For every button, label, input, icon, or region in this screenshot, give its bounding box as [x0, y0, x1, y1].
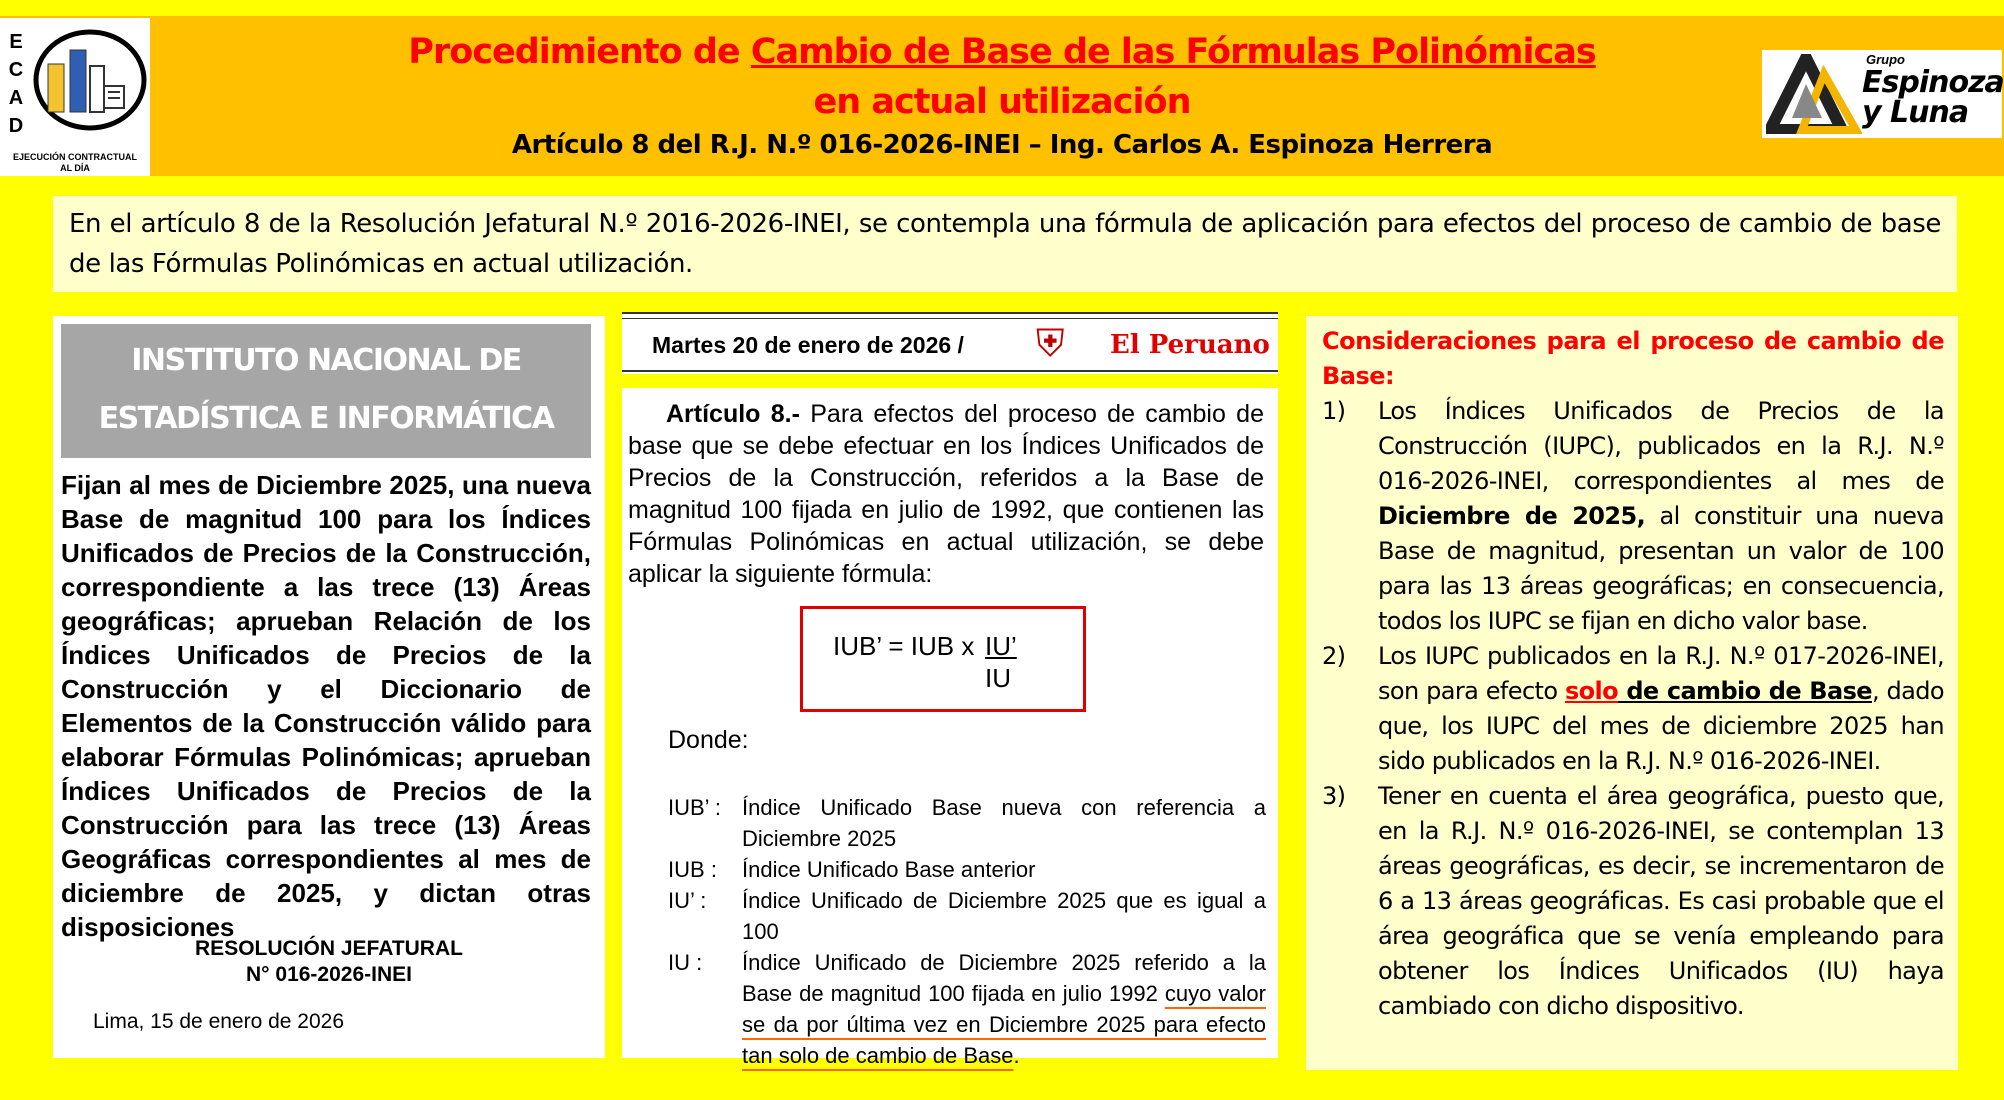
- title-underlined: Cambio de Base de las Fórmulas Polinómicas: [750, 32, 1596, 72]
- bold-underlined-phrase: de cambio de Base: [1618, 677, 1872, 705]
- formula-denominator: IU: [985, 663, 1011, 693]
- formula-main: IUB’ = IUB x: [833, 631, 975, 661]
- list-item: [1322, 779, 1944, 1024]
- logo-name-line1: Espinoza: [1862, 65, 2004, 100]
- considerations-list: [1322, 394, 1944, 1024]
- definition-row: [668, 947, 1266, 1071]
- resolucion-line1: RESOLUCIÓN JEFATURAL: [195, 937, 463, 960]
- ecad-letter-d: D: [8, 115, 24, 137]
- header-rule: [622, 318, 1278, 319]
- inei-band-line2: ESTADÍSTICA E INFORMÁTICA: [98, 401, 554, 436]
- formula-box: [800, 606, 1086, 712]
- espinoza-luna-logo: [1762, 50, 2002, 138]
- triangle-logo-icon: [1766, 54, 1862, 134]
- article-text: [628, 398, 1264, 590]
- resolucion-line2: N° 016-2026-INEI: [246, 963, 412, 986]
- el-peruano-header: [622, 312, 1278, 374]
- article-lead: Artículo 8.-: [666, 400, 800, 428]
- definition-text: Índice Unificado de Diciembre 2025 que es igual a 100: [742, 888, 1266, 944]
- header-rule: [622, 370, 1278, 372]
- considerations-panel: [1306, 316, 1958, 1070]
- page-subtitle: Artículo 8 del R.J. N.º 016-2026-INEI – Ing. Carlos A. Espinoza Herrera: [511, 130, 1493, 160]
- inei-panel: [53, 316, 605, 1058]
- newspaper-name: El Peruano: [1110, 330, 1270, 360]
- definition-text: Índice Unificado Base nueva con referencia a Diciembre 2025: [742, 795, 1266, 851]
- logo-name-line2: y Luna: [1862, 95, 1969, 130]
- definition-row: [668, 854, 1266, 885]
- donde-label: Donde:: [668, 726, 749, 754]
- item-text: Tener en cuenta el área geográfica, puesto que, en la R.J. N.º 016-2026-INEI, se contemplan 13 áreas geográficas, es decir, se incrementaron de 6 a 13 áreas geográficas. Es casi probable que el área geográfica que se venía empleando para obtener los Índices Unificados (IU) haya cambiado con dicho dispositivo.: [1378, 782, 1944, 1020]
- header-rule: [622, 312, 1278, 314]
- item-number: 2): [1322, 642, 1346, 670]
- inei-summary: Fijan al mes de Diciembre 2025, una nueva Base de magnitud 100 para los Índices Unificados de Precios de la Construcción, correspondiente a las trece (13) Áreas geográficas; aprueban Relación de los Índices Unificados de Precios de la Construcción y el Diccionario de Elementos de la Construcción válido para elaborar Fórmulas Polinómicas; aprueban Índices Unificados de Precios de la Construcción para las trece (13) Áreas Geográficas correspondientes al mes de diciembre de 2025, y dictan otras disposiciones: [61, 470, 591, 942]
- resolucion-title: [53, 936, 605, 988]
- logo-grupo-text: Grupo: [1866, 52, 1905, 67]
- item-number: 3): [1322, 782, 1346, 810]
- coat-of-arms-icon: ⛨: [1036, 323, 1065, 365]
- item-text: Los Índices Unificados de Precios de la Construcción (IUPC), publicados en la R.J. N.º 016-2026-INEI, correspondientes al mes de Diciembre de 2025, al constituir una nueva Base de magnitud, presentan un valor de 100 para las 13 áreas geográficas; en consecuencia, todos los IUPC se fijan en dicho valor base.: [1378, 397, 1944, 635]
- resolucion-date: Lima, 15 de enero de 2026: [93, 1010, 345, 1033]
- definition-symbol: IUB :: [668, 857, 717, 882]
- considerations-heading: Consideraciones para el proceso de cambio de Base:: [1322, 327, 1944, 390]
- definition-symbol: IU’ :: [668, 888, 707, 913]
- ecad-letter-a: A: [8, 87, 24, 109]
- list-item: [1322, 639, 1944, 779]
- underlined-phrase: cuyo valor se da por última vez en Diciembre 2025 para efecto tan solo de cambio de Base: [742, 981, 1266, 1068]
- definition-row: [668, 885, 1266, 947]
- ecad-caption-line1: EJECUCIÓN CONTRACTUAL: [12, 152, 137, 162]
- inei-band-line1: INSTITUTO NACIONAL DE: [131, 343, 521, 378]
- definition-text: Índice Unificado de Diciembre 2025 referido a la Base de magnitud 100 fijada en julio 1992 cuyo valor se da por última vez en Diciembre 2025 para efecto tan solo de cambio de Base.: [742, 950, 1266, 1068]
- ecad-caption-line2: AL DÍA: [60, 163, 90, 173]
- definition-symbol: IUB’ :: [668, 795, 721, 820]
- page-title: [0, 32, 2004, 72]
- definitions-list: [668, 792, 1266, 1071]
- title-prefix: Procedimiento de: [408, 32, 751, 72]
- ecad-letter-e: E: [9, 31, 23, 53]
- inei-band: [61, 324, 591, 458]
- red-emphasis: solo: [1564, 677, 1619, 705]
- intro-text-box: En el artículo 8 de la Resolución Jefatural N.º 2016-2026-INEI, se contempla una fórmula de aplicación para efectos del proceso de cambio de base de las Fórmulas Polinómicas en actual utilización.: [53, 196, 1957, 292]
- formula-numerator: IU’: [985, 631, 1017, 661]
- page-title-line2: en actual utilización: [813, 82, 1191, 122]
- item-text: Los IUPC publicados en la R.J. N.º 017-2026-INEI, son para efecto solo de cambio de Base, dado que, los IUPC del mes de diciembre 2025 han sido publicados en la R.J. N.º 016-2026-INEI.: [1378, 642, 1944, 775]
- item-number: 1): [1322, 397, 1346, 425]
- definition-symbol: IU :: [668, 950, 703, 975]
- bold-phrase: Diciembre de 2025,: [1378, 502, 1646, 530]
- publication-date: Martes 20 de enero de 2026 /: [652, 332, 964, 358]
- ecad-letter-c: C: [8, 59, 24, 81]
- logo-name: [1862, 65, 2004, 130]
- definition-row: [668, 792, 1266, 854]
- article-panel: [622, 388, 1278, 1068]
- list-item: [1322, 394, 1944, 639]
- article-body: Para efectos del proceso de cambio de base que se debe efectuar en los Índices Unificados de Precios de la Construcción, referidos a la Base de magnitud 100 fijada en julio de 1992, que contienen las Fórmulas Polinómicas en actual utilización, se debe aplicar la siguiente fórmula:: [628, 400, 1264, 588]
- definition-text: Índice Unificado Base anterior: [742, 857, 1036, 882]
